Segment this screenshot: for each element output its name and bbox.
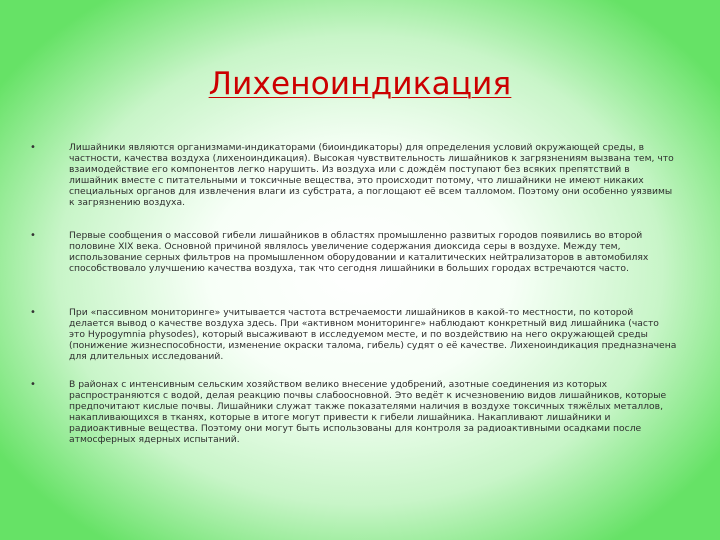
bullet-icon: • (30, 142, 36, 153)
bullet-text: При «пассивном мониторинге» учитывается частота встречаемости лишайников в какой-то местности, по которой делается вывод о качестве воздуха здесь. При «активном мониторинге» наблюдают конкретный вид лишайника (часто это Hypogymnia physodes), который высаживают в исследуемом месте, и по воздействию на него окружающей среды (понижение жизнеспособности, изменение окраски талома, гибель) судят о её качестве. Лихеноиндикация предназначена для длительных исследований. (69, 307, 677, 363)
bullet-icon: • (30, 379, 36, 390)
bullet-text: В районах с интенсивным сельским хозяйством велико внесение удобрений, азотные соединения из которых распространяются с водой, делая реакцию почвы слабоосновной. Это ведёт к исчезновению видов лишайников, которые предпочитают кислые почвы. Лишайники служат также показателями наличия в воздухе токсичных тяжёлых металлов, накапливающихся в тканях, которые в итоге могут привести к гибели лишайника. Накапливают лишайники и радиоактивные вещества. Поэтому они могут быть использованы для контроля за радиоактивными осадками после атмосферных ядерных испытаний. (69, 379, 667, 446)
bullet-text: Первые сообщения о массовой гибели лишайников в областях промышленно развитых городов появились во второй половине XIX века. Основной причиной являлось увеличение содержания диоксида серы в воздухе. Между тем, использование серных фильтров на промышленном оборудовании и каталитических нейтрализаторов в автомобилях способствовало улучшению качества воздуха, так что сегодня лишайники в больших городах встречаются часто. (69, 230, 649, 275)
bullet-icon: • (30, 230, 36, 241)
bullet-text: Лишайники являются организмами-индикаторами (биоиндикаторы) для определения условий окружающей среды, в частности, качества воздуха (лихеноиндикация). Высокая чувствительность лишайников к загрязнениям вызвана тем, что взаимодействие его компонентов легко нарушить. Из воздуха или с дождём поступают без всяких препятствий в лишайник вместе с питательными и токсичные вещества, это происходит потому, что лишайники не имеют никаких специальных органов для извлечения влаги из субстрата, а поглощают её всем талломом. Поэтому они особенно уязвимы к загрязнению воздуха. (69, 142, 674, 209)
slide-title: Лихеноиндикация (208, 66, 512, 102)
bullet-icon: • (30, 307, 36, 318)
